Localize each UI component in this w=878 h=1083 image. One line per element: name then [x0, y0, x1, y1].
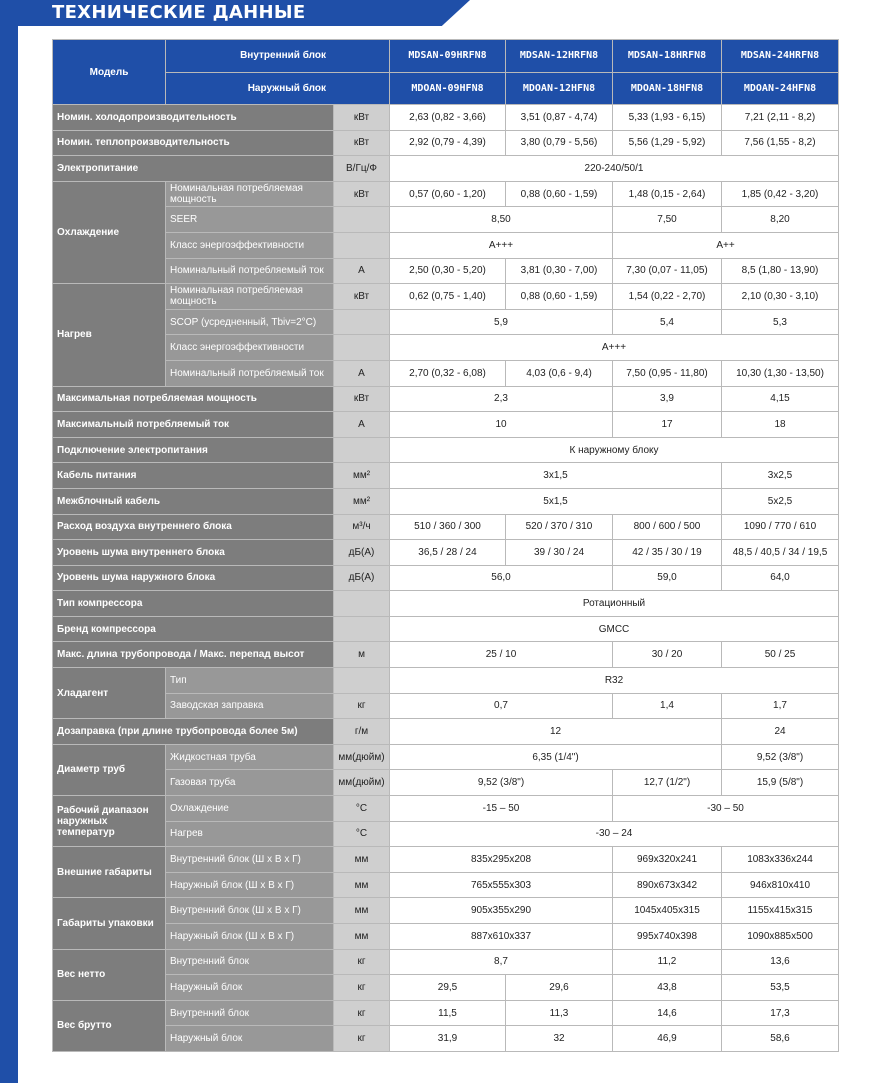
value-cell: 905x355x290	[390, 898, 613, 924]
parameter-label: Диаметр труб	[53, 744, 166, 795]
outdoor-model: MDOAN-09HFN8	[390, 72, 506, 105]
value-cell: GMCC	[390, 616, 839, 642]
unit-cell: кг	[334, 1000, 390, 1026]
sub-parameter-label: Внутренний блок	[166, 949, 334, 975]
parameter-label: Хладагент	[53, 668, 166, 719]
value-cell: 43,8	[613, 975, 722, 1001]
unit-cell: А	[334, 360, 390, 386]
value-cell: 7,56 (1,55 - 8,2)	[722, 130, 839, 156]
sub-parameter-label: Номинальный потребляемый ток	[166, 258, 334, 284]
value-cell: -30 – 24	[390, 821, 839, 847]
value-cell: 7,50 (0,95 - 11,80)	[613, 360, 722, 386]
value-cell: 2,3	[390, 386, 613, 412]
unit-cell	[334, 668, 390, 694]
value-cell: 995x740x398	[613, 924, 722, 950]
table-row	[53, 872, 839, 898]
unit-cell	[334, 232, 390, 258]
table-row	[53, 488, 839, 514]
value-cell: 3x1,5	[390, 463, 722, 489]
value-cell: 946x810x410	[722, 872, 839, 898]
value-cell: 1045x405x315	[613, 898, 722, 924]
sub-parameter-label: Охлаждение	[166, 796, 334, 822]
unit-cell: мм	[334, 847, 390, 873]
indoor-unit-header: Внутренний блок	[166, 40, 390, 73]
table-row	[53, 668, 839, 694]
value-cell: 5,9	[390, 309, 613, 335]
table-row	[53, 156, 839, 182]
unit-cell: кВт	[334, 105, 390, 131]
table-row	[53, 744, 839, 770]
value-cell: 8,5 (1,80 - 13,90)	[722, 258, 839, 284]
value-cell: 9,52 (3/8")	[722, 744, 839, 770]
outdoor-unit-header: Наружный блок	[166, 72, 390, 105]
value-cell: -15 – 50	[390, 796, 613, 822]
value-cell: 5,4	[613, 309, 722, 335]
value-cell: 887x610x337	[390, 924, 613, 950]
value-cell: 0,88 (0,60 - 1,59)	[506, 284, 613, 310]
parameter-label: Макс. длина трубопровода / Макс. перепад высот	[53, 642, 334, 668]
value-cell: 1,48 (0,15 - 2,64)	[613, 181, 722, 207]
model-header: Модель	[53, 40, 166, 105]
value-cell: 5,56 (1,29 - 5,92)	[613, 130, 722, 156]
table-row	[53, 642, 839, 668]
header-row-outdoor	[53, 72, 839, 105]
unit-cell: °С	[334, 796, 390, 822]
value-cell: 25 / 10	[390, 642, 613, 668]
unit-cell: мм²	[334, 488, 390, 514]
table-row	[53, 719, 839, 745]
parameter-label: Максимальный потребляемый ток	[53, 412, 334, 438]
indoor-model: MDSAN-24HRFN8	[722, 40, 839, 73]
sub-parameter-label: Класс энергоэффективности	[166, 335, 334, 361]
table-row	[53, 207, 839, 233]
value-cell: 4,15	[722, 386, 839, 412]
value-cell: 835x295x208	[390, 847, 613, 873]
value-cell: 11,5	[390, 1000, 506, 1026]
table-row	[53, 1000, 839, 1026]
parameter-label: Внешние габариты	[53, 847, 166, 898]
value-cell: 3,80 (0,79 - 5,56)	[506, 130, 613, 156]
table-row	[53, 130, 839, 156]
sub-parameter-label: Наружный блок	[166, 975, 334, 1001]
value-cell: 0,57 (0,60 - 1,20)	[390, 181, 506, 207]
table-row	[53, 565, 839, 591]
table-row	[53, 386, 839, 412]
unit-cell	[334, 309, 390, 335]
value-cell: 4,03 (0,6 - 9,4)	[506, 360, 613, 386]
value-cell: 2,92 (0,79 - 4,39)	[390, 130, 506, 156]
value-cell: 890x673x342	[613, 872, 722, 898]
value-cell: 15,9 (5/8")	[722, 770, 839, 796]
value-cell: 18	[722, 412, 839, 438]
value-cell: 5x2,5	[722, 488, 839, 514]
parameter-label: Межблочный кабель	[53, 488, 334, 514]
table-row	[53, 412, 839, 438]
unit-cell: кг	[334, 1026, 390, 1052]
sub-parameter-label: Тип	[166, 668, 334, 694]
parameter-label: Рабочий диапазон наружных температур	[53, 796, 166, 847]
value-cell: 2,70 (0,32 - 6,08)	[390, 360, 506, 386]
table-row	[53, 181, 839, 207]
sub-parameter-label: Наружный блок (Ш х В х Г)	[166, 872, 334, 898]
unit-cell: м	[334, 642, 390, 668]
outdoor-model: MDOAN-24HFN8	[722, 72, 839, 105]
value-cell: 1090 / 770 / 610	[722, 514, 839, 540]
value-cell: 17	[613, 412, 722, 438]
table-row	[53, 360, 839, 386]
parameter-label: Вес нетто	[53, 949, 166, 1000]
value-cell: 13,6	[722, 949, 839, 975]
sub-parameter-label: Внутренний блок (Ш х В х Г)	[166, 847, 334, 873]
unit-cell	[334, 616, 390, 642]
value-cell: 31,9	[390, 1026, 506, 1052]
table-row	[53, 514, 839, 540]
indoor-model: MDSAN-12HRFN8	[506, 40, 613, 73]
value-cell: 17,3	[722, 1000, 839, 1026]
value-cell: 7,21 (2,11 - 8,2)	[722, 105, 839, 131]
value-cell: 2,63 (0,82 - 3,66)	[390, 105, 506, 131]
page-title: ТЕХНИЧЕСКИЕ ДАННЫЕ	[52, 2, 306, 23]
sub-parameter-label: Газовая труба	[166, 770, 334, 796]
unit-cell: мм	[334, 924, 390, 950]
value-cell: 5x1,5	[390, 488, 722, 514]
table-row	[53, 975, 839, 1001]
value-cell: 42 / 35 / 30 / 19	[613, 540, 722, 566]
sub-parameter-label: SEER	[166, 207, 334, 233]
value-cell: 6,35 (1/4")	[390, 744, 722, 770]
table-row	[53, 1026, 839, 1052]
parameter-label: Уровень шума внутреннего блока	[53, 540, 334, 566]
unit-cell: дБ(А)	[334, 540, 390, 566]
table-row	[53, 796, 839, 822]
value-cell: A++	[613, 232, 839, 258]
value-cell: 1,4	[613, 693, 722, 719]
parameter-label: Бренд компрессора	[53, 616, 334, 642]
value-cell: Ротационный	[390, 591, 839, 617]
value-cell: 14,6	[613, 1000, 722, 1026]
value-cell: 30 / 20	[613, 642, 722, 668]
unit-cell: кг	[334, 693, 390, 719]
unit-cell	[334, 207, 390, 233]
header-row-indoor	[53, 40, 839, 73]
value-cell: A+++	[390, 335, 839, 361]
unit-cell: кг	[334, 949, 390, 975]
indoor-model: MDSAN-18HRFN8	[613, 40, 722, 73]
sub-parameter-label: Наружный блок (Ш х В х Г)	[166, 924, 334, 950]
value-cell: 8,7	[390, 949, 613, 975]
specs-table	[52, 39, 839, 1052]
unit-cell: дБ(А)	[334, 565, 390, 591]
unit-cell: м³/ч	[334, 514, 390, 540]
table-row	[53, 335, 839, 361]
parameter-label: Дозаправка (при длине трубопровода более 5м)	[53, 719, 334, 745]
value-cell: 8,20	[722, 207, 839, 233]
value-cell: 3,9	[613, 386, 722, 412]
value-cell: 0,88 (0,60 - 1,59)	[506, 181, 613, 207]
unit-cell: г/м	[334, 719, 390, 745]
sub-parameter-label: Внутренний блок	[166, 1000, 334, 1026]
value-cell: 765x555x303	[390, 872, 613, 898]
parameter-label: Кабель питания	[53, 463, 334, 489]
value-cell: 520 / 370 / 310	[506, 514, 613, 540]
table-row	[53, 616, 839, 642]
table-row	[53, 105, 839, 131]
table-row	[53, 284, 839, 310]
value-cell: 12	[390, 719, 722, 745]
value-cell: 10,30 (1,30 - 13,50)	[722, 360, 839, 386]
value-cell: 32	[506, 1026, 613, 1052]
value-cell: 24	[722, 719, 839, 745]
unit-cell	[334, 437, 390, 463]
sub-parameter-label: Заводская заправка	[166, 693, 334, 719]
outdoor-model: MDOAN-18HFN8	[613, 72, 722, 105]
table-row	[53, 258, 839, 284]
value-cell: 510 / 360 / 300	[390, 514, 506, 540]
value-cell: 5,33 (1,93 - 6,15)	[613, 105, 722, 131]
value-cell: 36,5 / 28 / 24	[390, 540, 506, 566]
value-cell: 8,50	[390, 207, 613, 233]
sub-parameter-label: Номинальный потребляемый ток	[166, 360, 334, 386]
value-cell: 7,30 (0,07 - 11,05)	[613, 258, 722, 284]
value-cell: 1090x885x500	[722, 924, 839, 950]
table-row	[53, 693, 839, 719]
sub-parameter-label: Жидкостная труба	[166, 744, 334, 770]
unit-cell: мм	[334, 898, 390, 924]
value-cell: 1155x415x315	[722, 898, 839, 924]
unit-cell	[334, 591, 390, 617]
unit-cell: кВт	[334, 130, 390, 156]
value-cell: 0,62 (0,75 - 1,40)	[390, 284, 506, 310]
value-cell: 1,54 (0,22 - 2,70)	[613, 284, 722, 310]
parameter-label: Охлаждение	[53, 181, 166, 283]
parameter-label: Тип компрессора	[53, 591, 334, 617]
table-row	[53, 924, 839, 950]
value-cell: 3,81 (0,30 - 7,00)	[506, 258, 613, 284]
value-cell: К наружному блоку	[390, 437, 839, 463]
value-cell: R32	[390, 668, 839, 694]
unit-cell: мм	[334, 872, 390, 898]
sub-parameter-label: Наружный блок	[166, 1026, 334, 1052]
parameter-label: Габариты упаковки	[53, 898, 166, 949]
value-cell: 11,2	[613, 949, 722, 975]
sub-parameter-label: Класс энергоэффективности	[166, 232, 334, 258]
parameter-label: Максимальная потребляемая мощность	[53, 386, 334, 412]
value-cell: 0,7	[390, 693, 613, 719]
value-cell: 29,6	[506, 975, 613, 1001]
unit-cell: А	[334, 412, 390, 438]
value-cell: 800 / 600 / 500	[613, 514, 722, 540]
value-cell: 39 / 30 / 24	[506, 540, 613, 566]
table-row	[53, 232, 839, 258]
value-cell: 3x2,5	[722, 463, 839, 489]
sub-parameter-label: Номинальная потребляемая мощность	[166, 284, 334, 310]
table-row	[53, 540, 839, 566]
parameter-label: Номин. холодопроизводительность	[53, 105, 334, 131]
value-cell: 53,5	[722, 975, 839, 1001]
unit-cell	[334, 335, 390, 361]
value-cell: 1,85 (0,42 - 3,20)	[722, 181, 839, 207]
value-cell: 969x320x241	[613, 847, 722, 873]
unit-cell: В/Гц/Ф	[334, 156, 390, 182]
table-row	[53, 591, 839, 617]
unit-cell: кг	[334, 975, 390, 1001]
table-row	[53, 949, 839, 975]
unit-cell: А	[334, 258, 390, 284]
left-accent-strip	[0, 0, 18, 1083]
sub-parameter-label: Внутренний блок (Ш х В х Г)	[166, 898, 334, 924]
sub-parameter-label: Нагрев	[166, 821, 334, 847]
unit-cell: кВт	[334, 284, 390, 310]
table-row	[53, 770, 839, 796]
value-cell: 11,3	[506, 1000, 613, 1026]
value-cell: 3,51 (0,87 - 4,74)	[506, 105, 613, 131]
value-cell: -30 – 50	[613, 796, 839, 822]
parameter-label: Подключение электропитания	[53, 437, 334, 463]
sub-parameter-label: Номинальная потребляемая мощность	[166, 181, 334, 207]
table-row	[53, 463, 839, 489]
value-cell: A+++	[390, 232, 613, 258]
table-row	[53, 847, 839, 873]
value-cell: 220-240/50/1	[390, 156, 839, 182]
value-cell: 64,0	[722, 565, 839, 591]
parameter-label: Нагрев	[53, 284, 166, 386]
parameter-label: Вес брутто	[53, 1000, 166, 1051]
value-cell: 2,50 (0,30 - 5,20)	[390, 258, 506, 284]
unit-cell: мм²	[334, 463, 390, 489]
value-cell: 29,5	[390, 975, 506, 1001]
value-cell: 1,7	[722, 693, 839, 719]
value-cell: 56,0	[390, 565, 613, 591]
value-cell: 46,9	[613, 1026, 722, 1052]
value-cell: 2,10 (0,30 - 3,10)	[722, 284, 839, 310]
unit-cell: мм(дюйм)	[334, 770, 390, 796]
table-row	[53, 309, 839, 335]
value-cell: 7,50	[613, 207, 722, 233]
parameter-label: Уровень шума наружного блока	[53, 565, 334, 591]
value-cell: 10	[390, 412, 613, 438]
parameter-label: Расход воздуха внутреннего блока	[53, 514, 334, 540]
outdoor-model: MDOAN-12HFN8	[506, 72, 613, 105]
table-row	[53, 898, 839, 924]
table-row	[53, 437, 839, 463]
value-cell: 59,0	[613, 565, 722, 591]
value-cell: 5,3	[722, 309, 839, 335]
unit-cell: мм(дюйм)	[334, 744, 390, 770]
unit-cell: кВт	[334, 181, 390, 207]
unit-cell: °С	[334, 821, 390, 847]
value-cell: 9,52 (3/8")	[390, 770, 613, 796]
sub-parameter-label: SCOP (усредненный, Tbiv=2°C)	[166, 309, 334, 335]
parameter-label: Номин. теплопроизводительность	[53, 130, 334, 156]
value-cell: 50 / 25	[722, 642, 839, 668]
value-cell: 1083x336x244	[722, 847, 839, 873]
parameter-label: Электропитание	[53, 156, 334, 182]
value-cell: 12,7 (1/2")	[613, 770, 722, 796]
table-row	[53, 821, 839, 847]
indoor-model: MDSAN-09HRFN8	[390, 40, 506, 73]
value-cell: 48,5 / 40,5 / 34 / 19,5	[722, 540, 839, 566]
value-cell: 58,6	[722, 1026, 839, 1052]
unit-cell: кВт	[334, 386, 390, 412]
